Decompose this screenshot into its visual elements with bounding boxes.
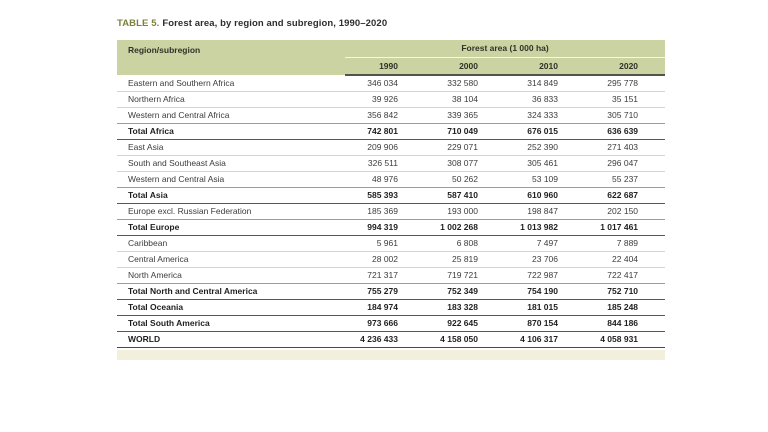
value-cell: 50 262 bbox=[425, 172, 505, 188]
value-cell: 184 974 bbox=[345, 300, 425, 316]
value-cell: 6 808 bbox=[425, 236, 505, 252]
table-row bbox=[117, 140, 665, 156]
region-cell: Total Asia bbox=[117, 188, 345, 204]
value-cell: 742 801 bbox=[345, 124, 425, 140]
value-cell: 185 248 bbox=[585, 300, 665, 316]
value-cell: 973 666 bbox=[345, 316, 425, 332]
value-cell: 722 987 bbox=[505, 268, 585, 284]
region-cell: Total Oceania bbox=[117, 300, 345, 316]
table-title-text: Forest area, by region and subregion, 1990–2020 bbox=[162, 18, 388, 29]
value-cell: 181 015 bbox=[505, 300, 585, 316]
value-cell: 38 104 bbox=[425, 92, 505, 108]
value-cell: 339 365 bbox=[425, 108, 505, 124]
value-cell: 252 390 bbox=[505, 140, 585, 156]
value-cell: 324 333 bbox=[505, 108, 585, 124]
table-body bbox=[117, 75, 665, 348]
value-cell: 314 849 bbox=[505, 75, 585, 92]
value-cell: 636 639 bbox=[585, 124, 665, 140]
table-row bbox=[117, 156, 665, 172]
value-cell: 844 186 bbox=[585, 316, 665, 332]
table-row bbox=[117, 92, 665, 108]
table-row bbox=[117, 332, 665, 348]
column-header-year-1990: 1990 bbox=[345, 58, 425, 76]
value-cell: 5 961 bbox=[345, 236, 425, 252]
region-cell: Total North and Central America bbox=[117, 284, 345, 300]
table-label: TABLE 5. bbox=[117, 18, 160, 29]
value-cell: 4 058 931 bbox=[585, 332, 665, 348]
value-cell: 209 906 bbox=[345, 140, 425, 156]
column-header-region: Region/subregion bbox=[117, 40, 345, 75]
value-cell: 752 710 bbox=[585, 284, 665, 300]
value-cell: 755 279 bbox=[345, 284, 425, 300]
value-cell: 22 404 bbox=[585, 252, 665, 268]
region-cell: Northern Africa bbox=[117, 92, 345, 108]
region-cell: East Asia bbox=[117, 140, 345, 156]
value-cell: 332 580 bbox=[425, 75, 505, 92]
table-row bbox=[117, 252, 665, 268]
value-cell: 36 833 bbox=[505, 92, 585, 108]
region-cell: South and Southeast Asia bbox=[117, 156, 345, 172]
value-cell: 4 158 050 bbox=[425, 332, 505, 348]
value-cell: 202 150 bbox=[585, 204, 665, 220]
region-cell: Total Africa bbox=[117, 124, 345, 140]
value-cell: 1 002 268 bbox=[425, 220, 505, 236]
table-row bbox=[117, 268, 665, 284]
value-cell: 7 889 bbox=[585, 236, 665, 252]
value-cell: 326 511 bbox=[345, 156, 425, 172]
table-row bbox=[117, 204, 665, 220]
value-cell: 610 960 bbox=[505, 188, 585, 204]
value-cell: 39 926 bbox=[345, 92, 425, 108]
value-cell: 587 410 bbox=[425, 188, 505, 204]
value-cell: 305 461 bbox=[505, 156, 585, 172]
table-row bbox=[117, 188, 665, 204]
value-cell: 295 778 bbox=[585, 75, 665, 92]
value-cell: 622 687 bbox=[585, 188, 665, 204]
value-cell: 754 190 bbox=[505, 284, 585, 300]
value-cell: 4 106 317 bbox=[505, 332, 585, 348]
column-header-year-2000: 2000 bbox=[425, 58, 505, 76]
value-cell: 183 328 bbox=[425, 300, 505, 316]
column-header-year-2010: 2010 bbox=[505, 58, 585, 76]
value-cell: 296 047 bbox=[585, 156, 665, 172]
value-cell: 752 349 bbox=[425, 284, 505, 300]
value-cell: 305 710 bbox=[585, 108, 665, 124]
table-row bbox=[117, 124, 665, 140]
value-cell: 28 002 bbox=[345, 252, 425, 268]
value-cell: 346 034 bbox=[345, 75, 425, 92]
value-cell: 710 049 bbox=[425, 124, 505, 140]
table-row bbox=[117, 284, 665, 300]
table-footer-bar bbox=[117, 350, 665, 360]
region-cell: Eastern and Southern Africa bbox=[117, 75, 345, 92]
value-cell: 922 645 bbox=[425, 316, 505, 332]
value-cell: 193 000 bbox=[425, 204, 505, 220]
value-cell: 4 236 433 bbox=[345, 332, 425, 348]
table-row bbox=[117, 316, 665, 332]
forest-area-table bbox=[117, 40, 665, 348]
table-row bbox=[117, 236, 665, 252]
value-cell: 1 017 461 bbox=[585, 220, 665, 236]
value-cell: 271 403 bbox=[585, 140, 665, 156]
column-header-year-2020: 2020 bbox=[585, 58, 665, 76]
value-cell: 676 015 bbox=[505, 124, 585, 140]
document-table-block bbox=[117, 17, 665, 360]
region-cell: Western and Central Asia bbox=[117, 172, 345, 188]
table-row bbox=[117, 75, 665, 92]
table-header bbox=[117, 40, 665, 75]
value-cell: 35 151 bbox=[585, 92, 665, 108]
column-header-group: Forest area (1 000 ha) bbox=[345, 40, 665, 58]
value-cell: 55 237 bbox=[585, 172, 665, 188]
table-row bbox=[117, 300, 665, 316]
region-cell: Total South America bbox=[117, 316, 345, 332]
value-cell: 185 369 bbox=[345, 204, 425, 220]
value-cell: 25 819 bbox=[425, 252, 505, 268]
value-cell: 994 319 bbox=[345, 220, 425, 236]
region-cell: North America bbox=[117, 268, 345, 284]
value-cell: 870 154 bbox=[505, 316, 585, 332]
value-cell: 719 721 bbox=[425, 268, 505, 284]
value-cell: 585 393 bbox=[345, 188, 425, 204]
value-cell: 1 013 982 bbox=[505, 220, 585, 236]
table-row bbox=[117, 172, 665, 188]
region-cell: WORLD bbox=[117, 332, 345, 348]
value-cell: 356 842 bbox=[345, 108, 425, 124]
region-cell: Western and Central Africa bbox=[117, 108, 345, 124]
value-cell: 198 847 bbox=[505, 204, 585, 220]
value-cell: 721 317 bbox=[345, 268, 425, 284]
region-cell: Caribbean bbox=[117, 236, 345, 252]
region-cell: Total Europe bbox=[117, 220, 345, 236]
value-cell: 53 109 bbox=[505, 172, 585, 188]
value-cell: 7 497 bbox=[505, 236, 585, 252]
value-cell: 722 417 bbox=[585, 268, 665, 284]
region-cell: Central America bbox=[117, 252, 345, 268]
value-cell: 23 706 bbox=[505, 252, 585, 268]
value-cell: 48 976 bbox=[345, 172, 425, 188]
table-row bbox=[117, 220, 665, 236]
value-cell: 308 077 bbox=[425, 156, 505, 172]
table-row bbox=[117, 108, 665, 124]
table-title bbox=[117, 17, 665, 30]
value-cell: 229 071 bbox=[425, 140, 505, 156]
region-cell: Europe excl. Russian Federation bbox=[117, 204, 345, 220]
